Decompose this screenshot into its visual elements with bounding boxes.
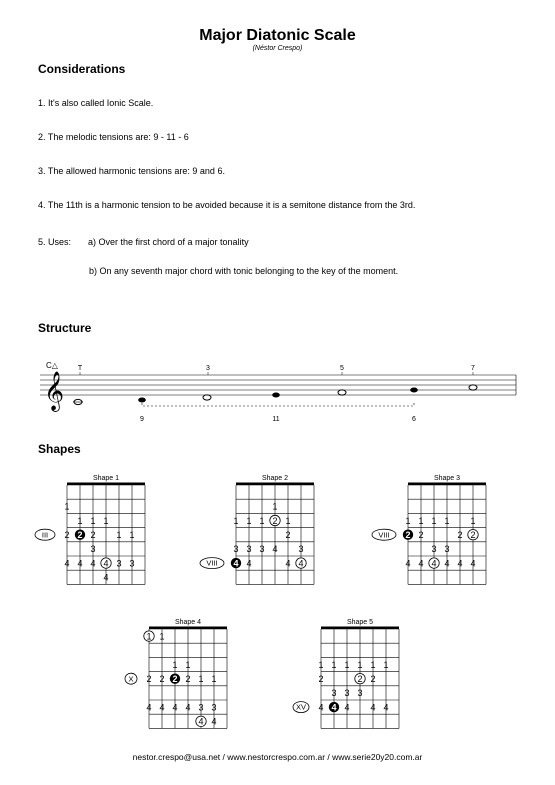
finger-number: 1 [344,659,350,670]
position-label: VIII [206,558,218,568]
finger-number: 3 [331,688,337,699]
degree-label-7: 7 [471,365,475,372]
note-g [338,390,346,395]
finger-number: 1 [246,515,252,526]
author-line: (Néstor Crespo) [252,45,303,52]
finger-number: 1 [185,659,191,670]
shape-diagrams [0,465,555,740]
note-e [203,395,211,400]
position-label: XV [295,702,307,712]
shape-title: Shape 4 [174,619,202,626]
finger-number: 2 [64,530,70,540]
finger-number: 4 [431,558,437,569]
nut [236,483,314,486]
finger-number: 2 [172,674,178,684]
finger-number: 1 [129,530,135,540]
finger-number: 1 [285,515,291,526]
finger-number: 3 [90,544,96,555]
finger-number: 4 [370,702,376,713]
note-a [410,388,418,393]
finger-number: 3 [198,702,204,713]
finger-number: 1 [64,501,70,512]
finger-number: 1 [444,515,450,526]
finger-number: 1 [405,515,411,526]
consideration-item-1: 1. It's also called Ionic Scale. [38,98,154,108]
finger-number: 1 [259,515,265,526]
finger-number: 4 [344,702,350,713]
position-label: VIII [378,530,390,540]
finger-number: 4 [246,558,252,569]
shape-diagram-3 [372,475,486,584]
note-b [469,385,477,390]
structure-heading: Structure [38,321,92,335]
finger-number: 1 [90,515,96,526]
finger-number: 2 [272,515,278,526]
finger-number: 1 [233,515,239,526]
finger-number: 1 [103,515,109,526]
degree-label-tonic: T [77,365,83,372]
considerations-heading: Considerations [38,62,126,76]
finger-number: 4 [470,558,476,569]
finger-number: 4 [285,558,291,569]
finger-number: 4 [418,558,424,569]
degree-label-5: 5 [340,365,344,372]
finger-number: 4 [64,558,70,569]
finger-number: 4 [318,702,324,713]
finger-number: 1 [146,631,152,642]
finger-number: 2 [418,530,424,540]
consideration-item-5a: a) Over the first chord of a major tonality [88,237,249,247]
finger-number: 4 [383,702,389,713]
shape-diagram-1 [35,475,145,584]
finger-number: 2 [285,530,291,540]
shape-title: Shape 1 [92,475,120,482]
finger-number: 4 [146,702,152,713]
finger-number: 2 [146,674,152,684]
scale-staff [0,355,555,430]
finger-number: 2 [457,530,463,540]
nut [408,483,486,486]
finger-number: 2 [318,674,324,684]
finger-number: 3 [211,702,217,713]
finger-number: 2 [159,674,165,684]
finger-number: 3 [444,544,450,555]
tension-label-6: 6 [412,416,416,423]
finger-number: 3 [233,544,239,555]
finger-number: 4 [233,558,239,569]
finger-number: 4 [103,558,109,569]
finger-number: 3 [344,688,350,699]
finger-number: 1 [318,659,324,670]
finger-number: 4 [103,572,109,583]
finger-number: 1 [272,501,278,512]
finger-number: 1 [159,631,165,642]
shape-title: Shape 2 [261,475,289,482]
finger-number: 2 [357,674,363,684]
treble-clef-icon: 𝄞 [44,372,65,410]
position-label: X [128,674,134,684]
finger-number: 3 [246,544,252,555]
finger-number: 2 [90,530,96,540]
degree-label-3: 3 [206,365,210,372]
finger-number: 4 [90,558,96,569]
finger-number: 1 [211,674,217,684]
finger-number: 4 [405,558,411,569]
page-title: Major Diatonic Scale [199,27,356,44]
shape-diagram-4 [125,619,227,728]
finger-number: 1 [198,674,204,684]
finger-number: 4 [172,702,178,713]
staff-lines [40,375,516,395]
finger-number: 1 [357,659,363,670]
finger-number: 3 [116,558,122,569]
finger-number: 4 [159,702,165,713]
nut [67,483,145,486]
finger-number: 4 [298,558,304,569]
finger-number: 1 [431,515,437,526]
shape-title: Shape 3 [433,475,461,482]
finger-number: 4 [331,702,337,713]
consideration-item-5: 5. Uses: [38,237,72,247]
finger-number: 1 [418,515,424,526]
tension-bracket [142,403,414,406]
consideration-item-4: 4. The 11th is a harmonic tension to be avoided because it is a semitone distance from the 3rd. [38,200,416,210]
finger-number: 2 [185,674,191,684]
finger-number: 1 [370,659,376,670]
finger-number: 2 [77,530,83,540]
nut [321,627,399,630]
finger-number: 4 [198,716,204,727]
finger-number: 3 [298,544,304,555]
finger-number: 1 [172,659,178,670]
finger-number: 4 [457,558,463,569]
shape-title: Shape 5 [346,619,374,626]
footer-links: nestor.crespo@usa.net / www.nestorcrespo.com.ar / www.serie20y20.com.ar [132,752,423,762]
shape-diagram-5 [293,619,399,728]
finger-number: 2 [470,530,476,540]
degree-ticks [80,372,473,375]
shape-diagram-2 [200,475,314,584]
finger-number: 1 [116,530,122,540]
finger-number: 4 [77,558,83,569]
finger-number: 2 [405,530,411,540]
consideration-item-2: 2. The melodic tensions are: 9 - 11 - 6 [38,132,189,142]
finger-number: 3 [259,544,265,555]
finger-number: 3 [357,688,363,699]
finger-number: 4 [185,702,191,713]
finger-number: 4 [211,716,217,727]
finger-number: 3 [431,544,437,555]
consideration-item-5b: b) On any seventh major chord with tonic belonging to the key of the moment. [89,266,399,276]
tension-label-9: 9 [140,416,144,423]
nut [149,627,227,630]
consideration-item-3: 3. The allowed harmonic tensions are: 9 and 6. [38,166,225,176]
finger-number: 2 [370,674,376,684]
finger-number: 4 [444,558,450,569]
note-d [138,398,146,403]
finger-number: 1 [383,659,389,670]
finger-number: 1 [331,659,337,670]
finger-number: 1 [77,515,83,526]
finger-number: 3 [129,558,135,569]
finger-number: 4 [272,544,278,555]
note-f [272,393,280,398]
tension-label-11: 11 [272,416,280,423]
shapes-heading: Shapes [38,442,81,456]
finger-number: 1 [470,515,476,526]
position-label: III [41,530,49,540]
chord-symbol: C△ [46,361,58,370]
